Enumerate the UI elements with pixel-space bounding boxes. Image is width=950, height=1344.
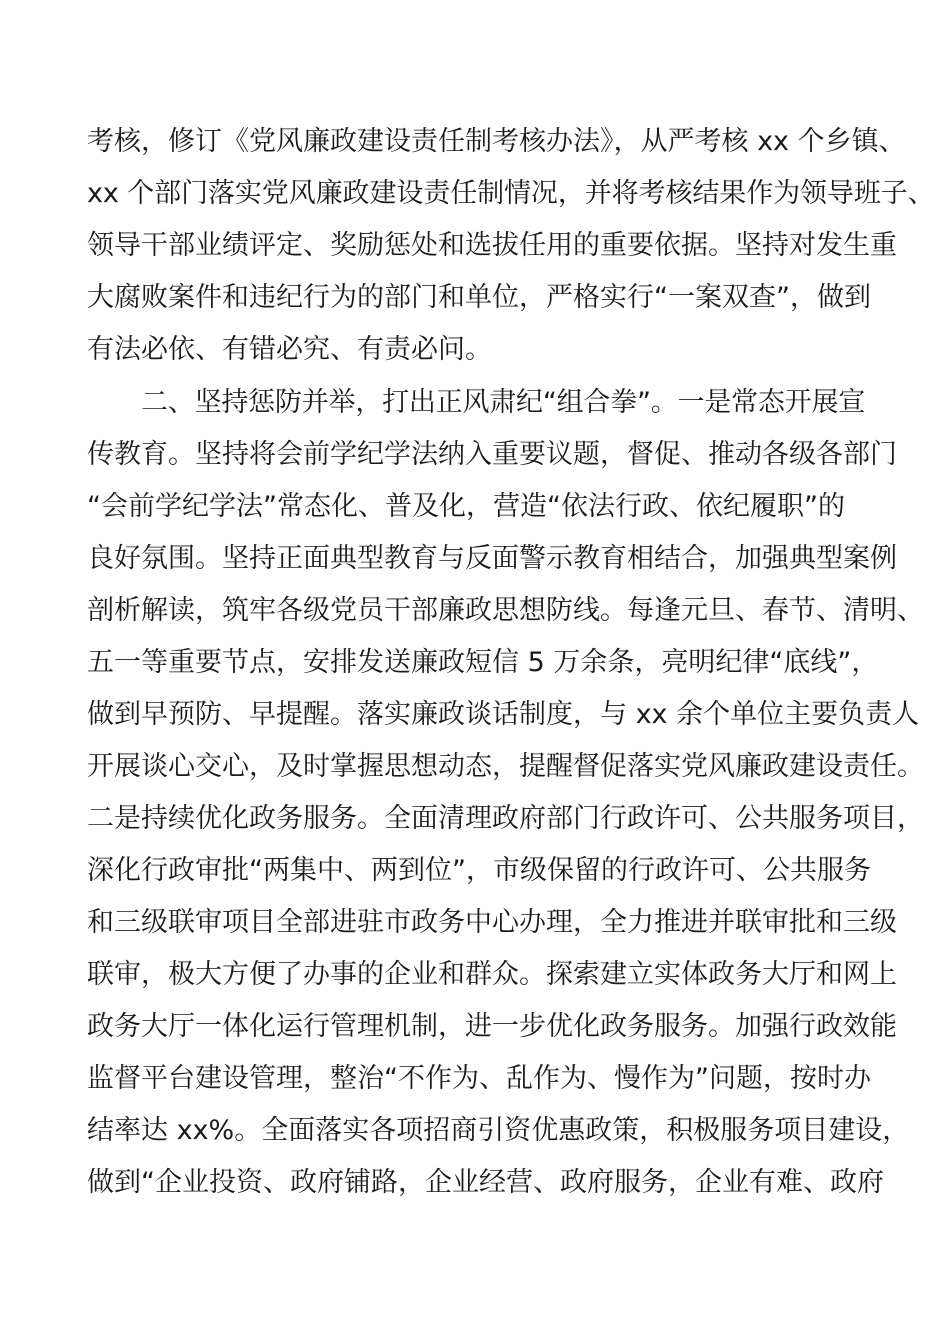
text-line: xx 个部门落实党风廉政建设责任制情况，并将考核结果作为领导班子、 [87, 178, 935, 209]
text-line: 结率达 xx%。全面落实各项招商引资优惠政策，积极服务项目建设， [87, 1115, 910, 1146]
text-line: 做到早预防、早提醒。落实廉政谈话制度，与 xx 余个单位主要负责人 [87, 699, 920, 730]
text-line: 大腐败案件和违纪行为的部门和单位，严格实行“一案双查”，做到 [87, 282, 871, 313]
text-line: 做到“企业投资、政府铺路，企业经营、政府服务，企业有难、政府 [87, 1167, 884, 1198]
text-line: “会前学纪学法”常态化、普及化，营造“依法行政、依纪履职”的 [87, 491, 845, 522]
text-line: 领导干部业绩评定、奖励惩处和选拔任用的重要依据。坚持对发生重 [87, 230, 897, 261]
text-line: 监督平台建设管理，整治“不作为、乱作为、慢作为”问题，按时办 [87, 1063, 871, 1094]
text-line: 传教育。坚持将会前学纪学法纳入重要议题，督促、推动各级各部门 [87, 439, 897, 470]
text-line: 剖析解读，筑牢各级党员干部廉政思想防线。每逢元旦、春节、清明、 [87, 595, 924, 626]
text-line: 有法必依、有错必究、有责必问。 [87, 334, 492, 365]
text-line: 二是持续优化政务服务。全面清理政府部门行政许可、公共服务项目， [87, 803, 924, 834]
text-line: 深化行政审批“两集中、两到位”，市级保留的行政许可、公共服务 [87, 855, 871, 886]
text-line: 五一等重要节点，安排发送廉政短信 5 万余条，亮明纪律“底线”， [87, 647, 879, 678]
text-line: 良好氛围。坚持正面典型教育与反面警示教育相结合，加强典型案例 [87, 543, 897, 574]
text-line: 联审，极大方便了办事的企业和群众。探索建立实体政务大厅和网上 [87, 959, 897, 990]
text-line: 开展谈心交心，及时掌握思想动态，提醒督促落实党风廉政建设责任。 [87, 751, 924, 782]
text-line: 考核，修订《党风廉政建设责任制考核办法》，从严考核 xx 个乡镇、 [87, 126, 906, 157]
text-line: 和三级联审项目全部进驻市政务中心办理，全力推进并联审批和三级 [87, 907, 897, 938]
text-line: 政务大厅一体化运行管理机制，进一步优化政务服务。加强行政效能 [87, 1011, 897, 1042]
paragraph-heading-line: 二、坚持惩防并举，打出正风肃纪“组合拳”。一是常态开展宣 [141, 387, 866, 418]
